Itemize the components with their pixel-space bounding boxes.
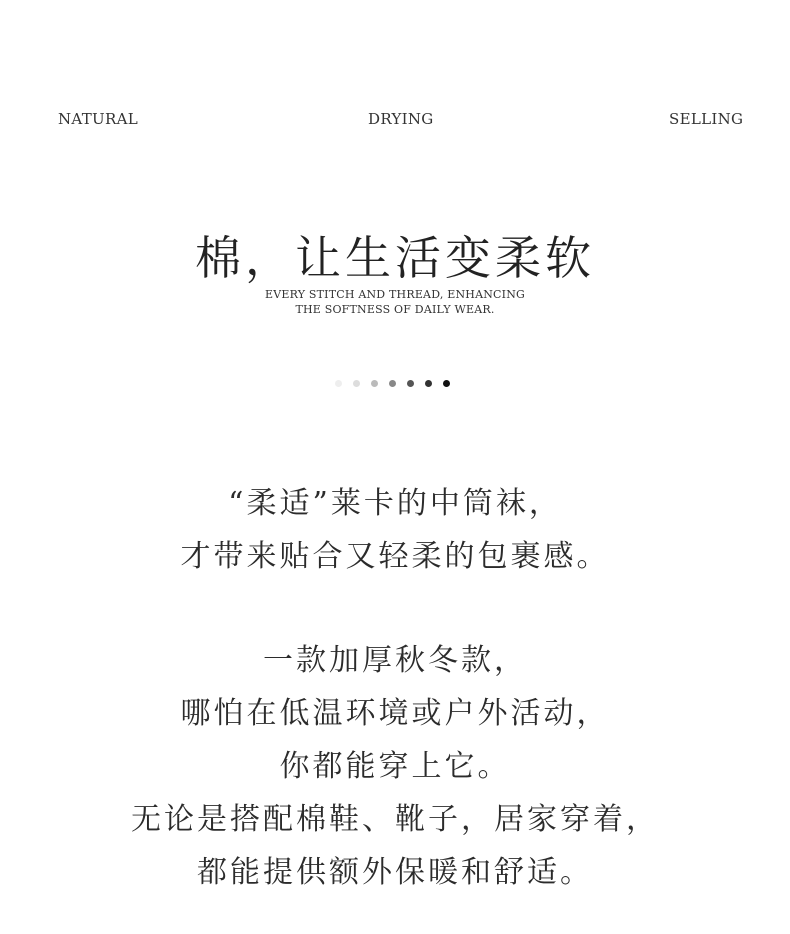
dot-1 — [335, 380, 342, 387]
label-selling: SELLING — [669, 110, 744, 128]
page-title: 棉，让生活变柔软 — [195, 231, 595, 285]
subtitle-line-2: THE SOFTNESS OF DAILY WEAR. — [295, 303, 495, 316]
top-labels — [0, 110, 790, 130]
subtitle-line-1: EVERY STITCH AND THREAD, ENHANCING — [264, 288, 526, 301]
paragraph-line: 无论是搭配棉鞋、靴子，居家穿着， — [131, 802, 659, 837]
dot-5 — [407, 380, 414, 387]
paragraph-line: 都能提供额外保暖和舒适。 — [197, 855, 593, 890]
label-natural: NATURAL — [58, 110, 138, 128]
paragraph-intro — [0, 477, 790, 583]
paragraph-line: 才带来贴合又轻柔的包裹感。 — [180, 539, 610, 574]
dot-7 — [443, 380, 450, 387]
paragraph-line: “柔适”莱卡的中筒袜， — [228, 486, 562, 521]
label-drying: DRYING — [368, 110, 434, 128]
dot-3 — [371, 380, 378, 387]
paragraph-line: 你都能穿上它。 — [279, 749, 511, 784]
dot-2 — [353, 380, 360, 387]
dot-6 — [425, 380, 432, 387]
paragraph-line: 哪怕在低温环境或户外活动， — [180, 696, 610, 731]
paragraph-details — [0, 634, 790, 899]
subtitle — [0, 287, 790, 317]
paragraph-line: 一款加厚秋冬款， — [263, 643, 527, 678]
dot-4 — [389, 380, 396, 387]
